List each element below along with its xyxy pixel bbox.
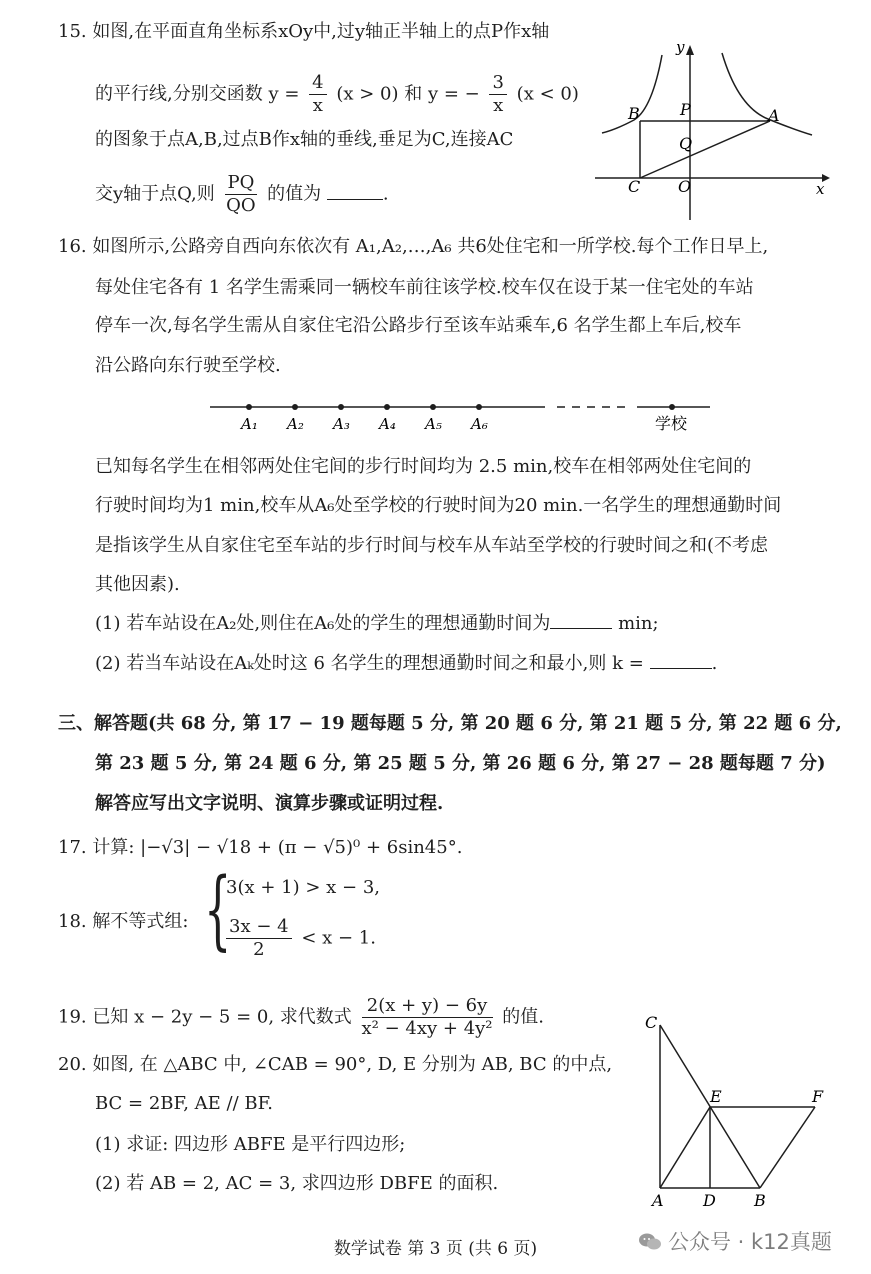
house-a4-dot	[384, 404, 390, 410]
q15-line4-pre: 交y轴于点Q,则	[95, 183, 215, 205]
q19-line: 19. 已知 x − 2y − 5 = 0, 求代数式 $\frac{2(x + y) - 6y}{\text{x² − 4xy + 4y²}}$ 的值.	[58, 995, 544, 1039]
y-axis-arrow	[686, 45, 694, 55]
section3-line3: 解答应写出文字说明、演算步骤或证明过程.	[95, 793, 444, 814]
house-label-a4: A₄	[379, 415, 396, 433]
q16-line5: 已知每名学生在相邻两处住宅间的步行时间均为 2.5 min,校车在相邻两处住宅间的	[95, 456, 752, 477]
q20-figure	[640, 1010, 840, 1210]
q15-line1: 15. 如图,在平面直角坐标系xOy中,过y轴正半轴上的点P作x轴	[58, 21, 550, 42]
watermark-text: 公众号 · k12真题	[668, 1230, 832, 1254]
house-a1-dot	[246, 404, 252, 410]
q15-fraction-3-over-x: $\frac{3}{x}$	[489, 72, 506, 117]
q15-fraction-4-over-x: $\frac{4}{x}$	[309, 72, 326, 117]
q18-brace: {	[204, 860, 232, 960]
q20-line2: BC = 2BF, AE // BF.	[95, 1093, 274, 1114]
q15-line2-mid: (x > 0) 和 y = −	[336, 83, 480, 105]
house-a3-dot	[338, 404, 344, 410]
q15-line3: 的图象于点A,B,过点B作x轴的垂线,垂足为C,连接AC	[95, 129, 514, 150]
segment-bf	[760, 1107, 815, 1188]
answer-blank[interactable]	[550, 614, 612, 629]
school-label: 学校	[655, 414, 688, 433]
q20-sub1: (1) 求证: 四边形 ABFE 是平行四边形;	[95, 1134, 406, 1155]
q15-line4: 交y轴于点Q,则 $\frac{PQ}{QO}$ 的值为 .	[95, 172, 389, 216]
label-y: y	[676, 38, 685, 56]
answer-blank[interactable]	[327, 185, 383, 200]
label-e: E	[710, 1087, 722, 1106]
house-label-a1: A₁	[241, 415, 258, 433]
house-label-a5: A₅	[425, 415, 442, 433]
label-b: B	[754, 1191, 766, 1210]
watermark	[638, 1226, 832, 1256]
q15-line4-post: 的值为	[267, 183, 322, 205]
label-b: B	[628, 104, 640, 123]
school-dot	[669, 404, 675, 410]
q18-label: 18. 解不等式组:	[58, 911, 189, 932]
house-label-a3: A₃	[333, 415, 350, 433]
q16-line6: 行驶时间均为1 min,校车从A₆处至学校的行驶时间为20 min.一名学生的理想通勤时间	[95, 495, 782, 516]
q16-road-figure	[205, 395, 725, 440]
q15-figure	[590, 35, 840, 225]
segment-ae	[660, 1107, 710, 1188]
q18-ineq1: 3(x + 1) > x − 3,	[226, 877, 381, 898]
house-a5-dot	[430, 404, 436, 410]
label-a: A	[768, 106, 780, 125]
q15-line2-post: (x < 0)	[516, 83, 579, 105]
q16-line4: 沿公路向东行驶至学校.	[95, 355, 281, 376]
section3-line1: 三、解答题(共 68 分, 第 17 − 19 题每题 5 分, 第 20 题 6 分, 第 21 题 5 分, 第 22 题 6 分,	[58, 713, 842, 734]
q20-sub2: (2) 若 AB = 2, AC = 3, 求四边形 DBFE 的面积.	[95, 1173, 499, 1194]
q18-fraction: $\frac{3x - 4}{2}$	[226, 916, 292, 961]
house-a6-dot	[476, 404, 482, 410]
q20-line1: 20. 如图, 在 △ABC 中, ∠CAB = 90°, D, E 分别为 AB, BC 的中点,	[58, 1054, 613, 1075]
q16-sub2: (2) 若当车站设在Aₖ处时这 6 名学生的理想通勤时间之和最小,则 k = .	[95, 653, 718, 674]
q15-fraction-pq-over-qo: $\frac{PQ}{QO}$	[226, 172, 256, 216]
label-o: O	[678, 177, 692, 196]
q17-text: 17. 计算: |−√3| − √18 + (π − √5)⁰ + 6sin45°.	[58, 837, 463, 858]
house-a2-dot	[292, 404, 298, 410]
q18-ineq2: $\frac{3x - 4}{2}$ < x − 1.	[222, 916, 376, 961]
house-label-a2: A₂	[287, 415, 304, 433]
label-c: C	[645, 1013, 658, 1032]
section3-line2: 第 23 题 5 分, 第 24 题 6 分, 第 25 题 5 分, 第 26 题 6 分, 第 27 − 28 题每题 7 分)	[95, 753, 826, 774]
q16-line3: 停车一次,每名学生需从自家住宅沿公路步行至该车站乘车,6 名学生都上车后,校车	[95, 315, 742, 336]
label-p: P	[680, 100, 691, 119]
house-label-a6: A₆	[471, 415, 488, 433]
label-c: C	[628, 177, 641, 196]
label-q: Q	[679, 134, 693, 153]
wechat-icon	[638, 1232, 662, 1252]
q19-fraction: $\frac{2(x + y) - 6y}{\text{x² − 4xy + 4y²}}$	[361, 995, 493, 1039]
q16-line7: 是指该学生从自家住宅至车站的步行时间与校车从车站至学校的行驶时间之和(不考虑	[95, 535, 769, 556]
q15-line2-pre: 的平行线,分别交函数 y =	[95, 83, 300, 105]
label-f: F	[812, 1087, 824, 1106]
segment-ca	[640, 121, 770, 178]
page-footer: 数学试卷 第 3 页 (共 6 页)	[333, 1239, 538, 1259]
q16-line8: 其他因素).	[95, 574, 180, 595]
answer-blank[interactable]	[650, 654, 712, 669]
q16-line1: 16. 如图所示,公路旁自西向东依次有 A₁,A₂,…,A₆ 共6处住宅和一所学校.每个工作日早上,	[58, 236, 769, 257]
label-x: x	[816, 180, 825, 198]
q16-sub1: (1) 若车站设在A₂处,则住在A₆处的学生的理想通勤时间为 min;	[95, 613, 659, 634]
label-d: D	[703, 1191, 716, 1210]
label-a: A	[652, 1191, 664, 1210]
q16-line2: 每处住宅各有 1 名学生需乘同一辆校车前往该学校.校车仅在设于某一住宅处的车站	[95, 277, 754, 298]
q15-line2	[95, 72, 579, 117]
